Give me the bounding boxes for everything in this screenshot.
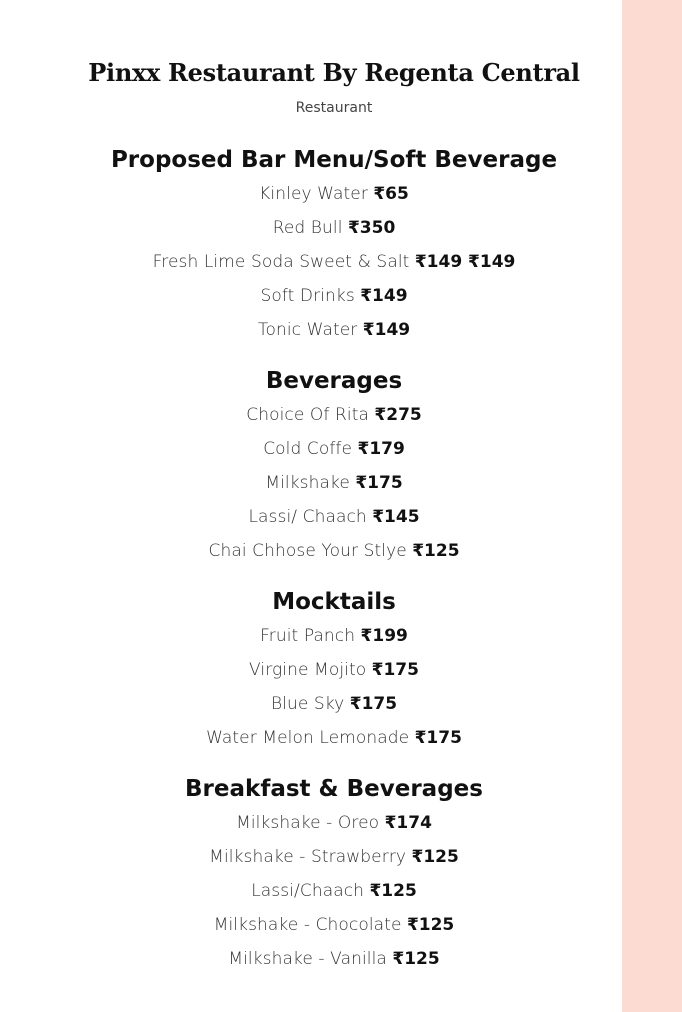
item-name: Kinley Water	[259, 184, 368, 204]
section-heading: Beverages	[265, 368, 403, 394]
menu-item	[0, 398, 668, 432]
menu-item	[0, 177, 668, 211]
item-name: Fresh Lime Soda Sweet & Salt	[152, 252, 410, 272]
item-price: ₹145	[372, 507, 420, 527]
item-price: ₹175	[371, 660, 419, 680]
item-name: Water Melon Lemonade	[206, 728, 410, 748]
menu-item	[0, 687, 668, 721]
item-name: Milkshake - Oreo	[236, 813, 380, 833]
menu-item	[0, 942, 668, 976]
menu-item	[0, 619, 668, 653]
item-price: ₹175	[349, 694, 398, 714]
menu-item	[0, 432, 668, 466]
item-price: ₹149	[362, 320, 411, 340]
item-name: Milkshake	[265, 473, 350, 493]
item-name: Blue Sky	[270, 694, 345, 714]
menu-item	[0, 653, 668, 687]
section-soft-beverage	[0, 143, 668, 347]
item-name: Milkshake - Vanilla	[228, 949, 387, 969]
menu-item	[0, 840, 668, 874]
item-name: Soft Drinks	[260, 286, 355, 306]
section-heading: Mocktails	[272, 589, 396, 615]
menu-item	[0, 874, 668, 908]
menu-item	[0, 908, 668, 942]
item-name: Milkshake - Chocolate	[213, 915, 402, 935]
menu-item	[0, 534, 668, 568]
item-price: ₹125	[392, 949, 440, 969]
item-name: Cold Coffe	[263, 439, 353, 459]
item-name: Tonic Water	[257, 320, 358, 340]
item-price: ₹199	[360, 626, 408, 646]
item-price: ₹175	[414, 728, 462, 748]
menu-item	[0, 466, 668, 500]
item-name: Virgine Mojito	[249, 660, 367, 680]
item-price: ₹175	[355, 473, 403, 493]
restaurant-title: Pinxx Restaurant By Regenta Central	[88, 58, 580, 87]
section-heading: Proposed Bar Menu/Soft Beverage	[110, 147, 558, 173]
item-name: Milkshake - Strawberry	[209, 847, 407, 867]
section-mocktails	[0, 585, 668, 755]
item-name: Fruit Panch	[260, 626, 356, 646]
menu-item	[0, 279, 668, 313]
item-price: ₹125	[412, 541, 460, 561]
section-breakfast-beverages	[0, 772, 668, 976]
item-price: ₹179	[357, 439, 405, 459]
item-price: ₹275	[374, 405, 422, 425]
item-name: Lassi/ Chaach	[248, 507, 367, 527]
menu-item	[0, 245, 668, 279]
menu-item	[0, 500, 668, 534]
restaurant-category: Restaurant	[295, 100, 373, 116]
section-beverages	[0, 364, 668, 568]
item-price: ₹125	[369, 881, 417, 901]
item-price: ₹125	[411, 847, 459, 867]
item-price: ₹125	[406, 915, 455, 935]
item-price: ₹174	[384, 813, 432, 833]
item-price: ₹149	[360, 286, 408, 306]
item-name: Lassi/Chaach	[251, 881, 365, 901]
menu-item	[0, 313, 668, 347]
section-heading: Breakfast & Beverages	[185, 776, 483, 802]
item-name: Chai Chhose Your Stlye	[208, 541, 407, 561]
item-name: Red Bull	[272, 218, 343, 238]
menu-item	[0, 211, 668, 245]
menu-item	[0, 806, 668, 840]
item-price: ₹65	[373, 184, 409, 204]
item-price: ₹350	[347, 218, 396, 238]
item-name: Choice Of Rita	[246, 405, 370, 425]
menu-item	[0, 721, 668, 755]
item-price: ₹149 ₹149	[414, 252, 516, 272]
